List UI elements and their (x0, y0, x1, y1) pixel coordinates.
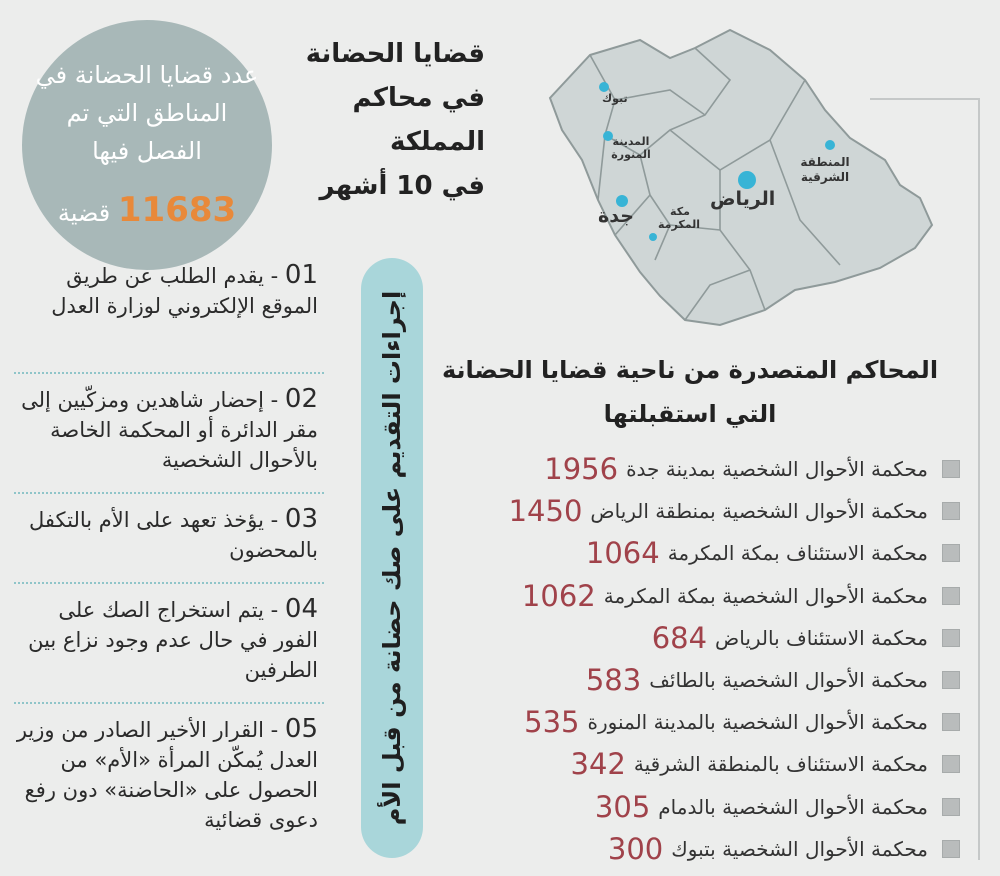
bullet-square-icon (942, 671, 960, 689)
page-title (300, 32, 485, 208)
court-row (440, 828, 960, 870)
map-label-makkah: مكة المكرمة (658, 205, 700, 231)
step-num: 02 (284, 384, 318, 414)
saudi-map (520, 20, 950, 340)
court-label: محكمة الأحوال الشخصية بمكة المكرمة (603, 583, 928, 608)
dot-eastern (825, 140, 835, 150)
step-text: - القرار الأخير الصادر من وزير العدل يُمكّن المرأة «الأم» من الحصول على «الحاضنة» دون رفع دعوى قضائية (16, 718, 318, 832)
court-value: 305 (594, 789, 651, 824)
step-divider (14, 492, 324, 494)
bullet-square-icon (942, 713, 960, 731)
title-line-4: في 10 أشهر (319, 171, 485, 201)
court-label: محكمة الأحوال الشخصية بالطائف (649, 668, 928, 693)
stat-unit: قضية (57, 199, 111, 227)
step-02 (14, 384, 324, 482)
stat-number: 11683 (117, 190, 237, 230)
court-row (440, 617, 960, 659)
title-line-2: في محاكم (352, 83, 485, 113)
bullet-square-icon (942, 840, 960, 858)
court-value: 1064 (585, 536, 660, 571)
bullet-square-icon (942, 502, 960, 520)
bullet-square-icon (942, 629, 960, 647)
dot-tabuk (599, 82, 609, 92)
stat-circle (22, 20, 272, 270)
step-num: 01 (284, 260, 318, 290)
step-text: - يتم استخراج الصك على الفور في حال عدم وجود نزاع بين الطرفين (28, 598, 318, 682)
court-label: محكمة الأحوال الشخصية بالدمام (658, 794, 928, 819)
step-divider (14, 372, 324, 374)
court-row (440, 701, 960, 743)
step-01 (14, 260, 324, 362)
step-04 (14, 594, 324, 692)
title-line-3: المملكة (389, 127, 485, 157)
step-divider (14, 582, 324, 584)
title-line-1: قضايا الحضانة (305, 39, 485, 69)
procedure-title: إجراءات التقديم على صك حضانة من قبل الأم (378, 290, 406, 826)
bullet-square-icon (942, 755, 960, 773)
step-num: 04 (284, 594, 318, 624)
court-label: محكمة الاستئناف بمكة المكرمة (667, 541, 928, 566)
court-value: 583 (585, 663, 642, 698)
bullet-square-icon (942, 587, 960, 605)
map-label-eastern: المنطقة الشرقية (800, 155, 850, 184)
court-value: 300 (607, 831, 664, 866)
procedure-title-pill (361, 258, 423, 858)
map-svg (520, 20, 950, 340)
bullet-square-icon (942, 544, 960, 562)
step-num: 05 (284, 714, 318, 744)
court-value: 1062 (521, 578, 596, 613)
stat-number-row (22, 190, 272, 230)
court-row (440, 490, 960, 532)
court-value: 342 (570, 747, 626, 782)
map-label-tabuk: تبوك (602, 92, 628, 105)
court-label: محكمة الاستئناف بالمنطقة الشرقية (633, 752, 928, 777)
dot-riyadh (738, 171, 756, 189)
court-value: 1450 (508, 494, 583, 529)
steps-list (14, 260, 324, 842)
frame-right-line (978, 98, 980, 860)
court-label: محكمة الأحوال الشخصية بمنطقة الرياض (590, 499, 928, 524)
step-text: - يقدم الطلب عن طريق الموقع الإلكتروني لوزارة العدل (51, 264, 318, 318)
court-row (440, 786, 960, 828)
step-text: - إحضار شاهدين ومزكّيين إلى مقر الدائرة أو المحكمة الخاصة بالأحوال الشخصية (21, 388, 318, 472)
map-label-jeddah: جدة (598, 205, 634, 227)
court-row (440, 743, 960, 785)
bullet-square-icon (942, 460, 960, 478)
dot-makkah (649, 233, 657, 241)
court-value: 1956 (544, 452, 619, 487)
courts-title: المحاكم المتصدرة من ناحية قضايا الحضانة التي استقبلتها (441, 356, 939, 428)
court-row (440, 575, 960, 617)
court-value: 535 (524, 705, 580, 740)
map-label-madinah: المدينة المنورة (611, 135, 651, 161)
step-text: - يؤخذ تعهد على الأم بالتكفل بالمحضون (28, 508, 318, 562)
court-label: محكمة الأحوال الشخصية بالمدينة المنورة (587, 710, 928, 735)
court-row (440, 659, 960, 701)
court-row (440, 532, 960, 574)
court-row (440, 448, 960, 490)
court-value: 684 (651, 620, 708, 655)
map-label-riyadh: الرياض (710, 188, 776, 210)
court-label: محكمة الاستئناف بالرياض (715, 625, 928, 650)
step-divider (14, 702, 324, 704)
court-label: محكمة الأحوال الشخصية بتبوك (671, 836, 928, 861)
step-num: 03 (284, 504, 318, 534)
step-05 (14, 714, 324, 842)
step-03 (14, 504, 324, 572)
courts-list (440, 448, 960, 870)
court-label: محكمة الأحوال الشخصية بمدينة جدة (626, 457, 928, 482)
bullet-square-icon (942, 798, 960, 816)
stat-text: عدد قضايا الحضانة في المناطق التي تم الفصل فيها (35, 61, 259, 165)
